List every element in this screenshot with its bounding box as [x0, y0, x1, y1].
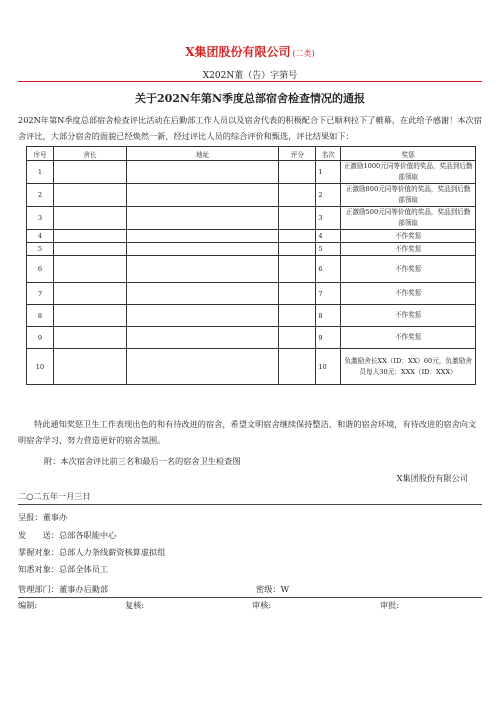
document-number: X202N董（告）字第号	[202, 71, 298, 81]
table-row	[27, 161, 476, 184]
row-leader	[53, 305, 126, 327]
table-row	[27, 283, 476, 305]
auditor-label: 审核:	[252, 600, 272, 610]
row-no: 10	[27, 349, 54, 385]
notice-text: 特此通知奖惩卫生工作表现出色的和有待改进的宿舍，希望文明宿舍继续保持整洁、和谐的宿舍环境，有待改进的宿舍向文明宿舍学习，努力营造更好的宿舍氛围。	[18, 419, 477, 445]
row-leader	[53, 207, 126, 230]
row-no: 1	[27, 161, 54, 184]
row-award: 正激励800元同等价值的奖品，奖品到后勤部领取	[341, 184, 476, 207]
date-divider	[18, 504, 482, 505]
row-no: 2	[27, 184, 54, 207]
security-level: 密级：W	[256, 584, 289, 594]
header-no: 序号	[27, 147, 54, 161]
results-table	[26, 146, 476, 385]
row-rank: 6	[316, 256, 341, 283]
reviewer-label: 复核:	[125, 600, 145, 610]
row-award: 负激励舍长XX（ID：XX）60元，负激励舍员每人30元：XXX（ID：XXX）	[341, 349, 476, 385]
row-address	[126, 243, 279, 256]
table-row	[27, 243, 476, 256]
row-score	[279, 161, 316, 184]
row-rank: 9	[316, 327, 341, 349]
table-header-row	[27, 147, 476, 161]
header-divider	[18, 81, 482, 82]
header-address: 地址	[126, 147, 279, 161]
row-score	[279, 184, 316, 207]
header-award: 奖惩	[341, 147, 476, 161]
row-award: 不作奖惩	[341, 243, 476, 256]
row-no: 7	[27, 283, 54, 305]
row-no: 8	[27, 305, 54, 327]
row-leader	[53, 161, 126, 184]
report-to: 呈报：董事办	[18, 512, 68, 522]
intro-paragraph: 202N年第N季度总部宿舍检查评比活动在后勤部工作人员以及宿舍代表的积极配合下已顺利拉下了帷幕，在此给予感谢！本次宿舍评比，大部分宿舍的面貌已经焕然一新，经过评比人员的综合评价和甄选，评比结果如下：	[18, 115, 482, 141]
row-score	[279, 327, 316, 349]
row-address	[126, 230, 279, 243]
row-leader	[53, 283, 126, 305]
row-no: 5	[27, 243, 54, 256]
row-no: 6	[27, 256, 54, 283]
document-title: 关于202N年第N季度总部宿舍检查情况的通报	[134, 92, 366, 105]
row-score	[279, 207, 316, 230]
table-row	[27, 256, 476, 283]
table-row	[27, 184, 476, 207]
oversight-object: 掌握对象：总部人力条线薪资核算虚拟组	[18, 547, 166, 557]
row-award: 正激励1000元同等价值的奖品，奖品到后勤部领取	[341, 161, 476, 184]
row-leader	[53, 349, 126, 385]
table-row	[27, 349, 476, 385]
row-leader	[53, 184, 126, 207]
row-rank: 1	[316, 161, 341, 184]
row-award: 正激励500元同等价值的奖品，奖品到后勤部领取	[341, 207, 476, 230]
notify-object: 知悉对象：总部全体员工	[18, 564, 109, 574]
row-rank: 8	[316, 305, 341, 327]
row-award: 不作奖惩	[341, 230, 476, 243]
header-leader: 舍长	[53, 147, 126, 161]
signature: X集团股份有限公司	[396, 473, 468, 483]
company-name	[0, 43, 500, 60]
row-rank: 10	[316, 349, 341, 385]
row-leader	[53, 230, 126, 243]
company-name-text: X集团股份有限公司	[185, 45, 291, 59]
table-row	[27, 305, 476, 327]
editor-label: 编制:	[18, 600, 38, 610]
issue-date: 二○二五年一月三日	[18, 491, 91, 501]
row-rank: 2	[316, 184, 341, 207]
footer-divider	[18, 597, 482, 598]
header-score: 评分	[279, 147, 316, 161]
row-award: 不作奖惩	[341, 256, 476, 283]
row-no: 9	[27, 327, 54, 349]
row-leader	[53, 256, 126, 283]
row-address	[126, 256, 279, 283]
row-score	[279, 349, 316, 385]
row-no: 3	[27, 207, 54, 230]
row-score	[279, 256, 316, 283]
row-rank: 3	[316, 207, 341, 230]
notice-paragraph	[18, 416, 482, 448]
row-address	[126, 305, 279, 327]
header-rank: 名次	[316, 147, 341, 161]
managing-dept: 管理部门：董事办后勤部	[18, 584, 109, 594]
classification: (二类)	[292, 49, 315, 58]
approver-label: 审批:	[380, 600, 400, 610]
row-award: 不作奖惩	[341, 327, 476, 349]
table-row	[27, 230, 476, 243]
row-leader	[53, 327, 126, 349]
row-score	[279, 283, 316, 305]
send-to: 发 送：总部各职能中心	[18, 530, 117, 540]
row-score	[279, 305, 316, 327]
row-rank: 4	[316, 230, 341, 243]
attachment-note: 附：本次宿舍评比前三名和最后一名的宿舍卫生检查图	[44, 456, 241, 466]
row-score	[279, 230, 316, 243]
row-leader	[53, 243, 126, 256]
row-rank: 7	[316, 283, 341, 305]
row-address	[126, 283, 279, 305]
row-address	[126, 349, 279, 385]
table-row	[27, 207, 476, 230]
row-award: 不作奖惩	[341, 305, 476, 327]
row-award: 不作奖惩	[341, 283, 476, 305]
row-no: 4	[27, 230, 54, 243]
row-address	[126, 207, 279, 230]
row-address	[126, 184, 279, 207]
row-score	[279, 243, 316, 256]
table-row	[27, 327, 476, 349]
row-address	[126, 161, 279, 184]
row-address	[126, 327, 279, 349]
row-rank: 5	[316, 243, 341, 256]
